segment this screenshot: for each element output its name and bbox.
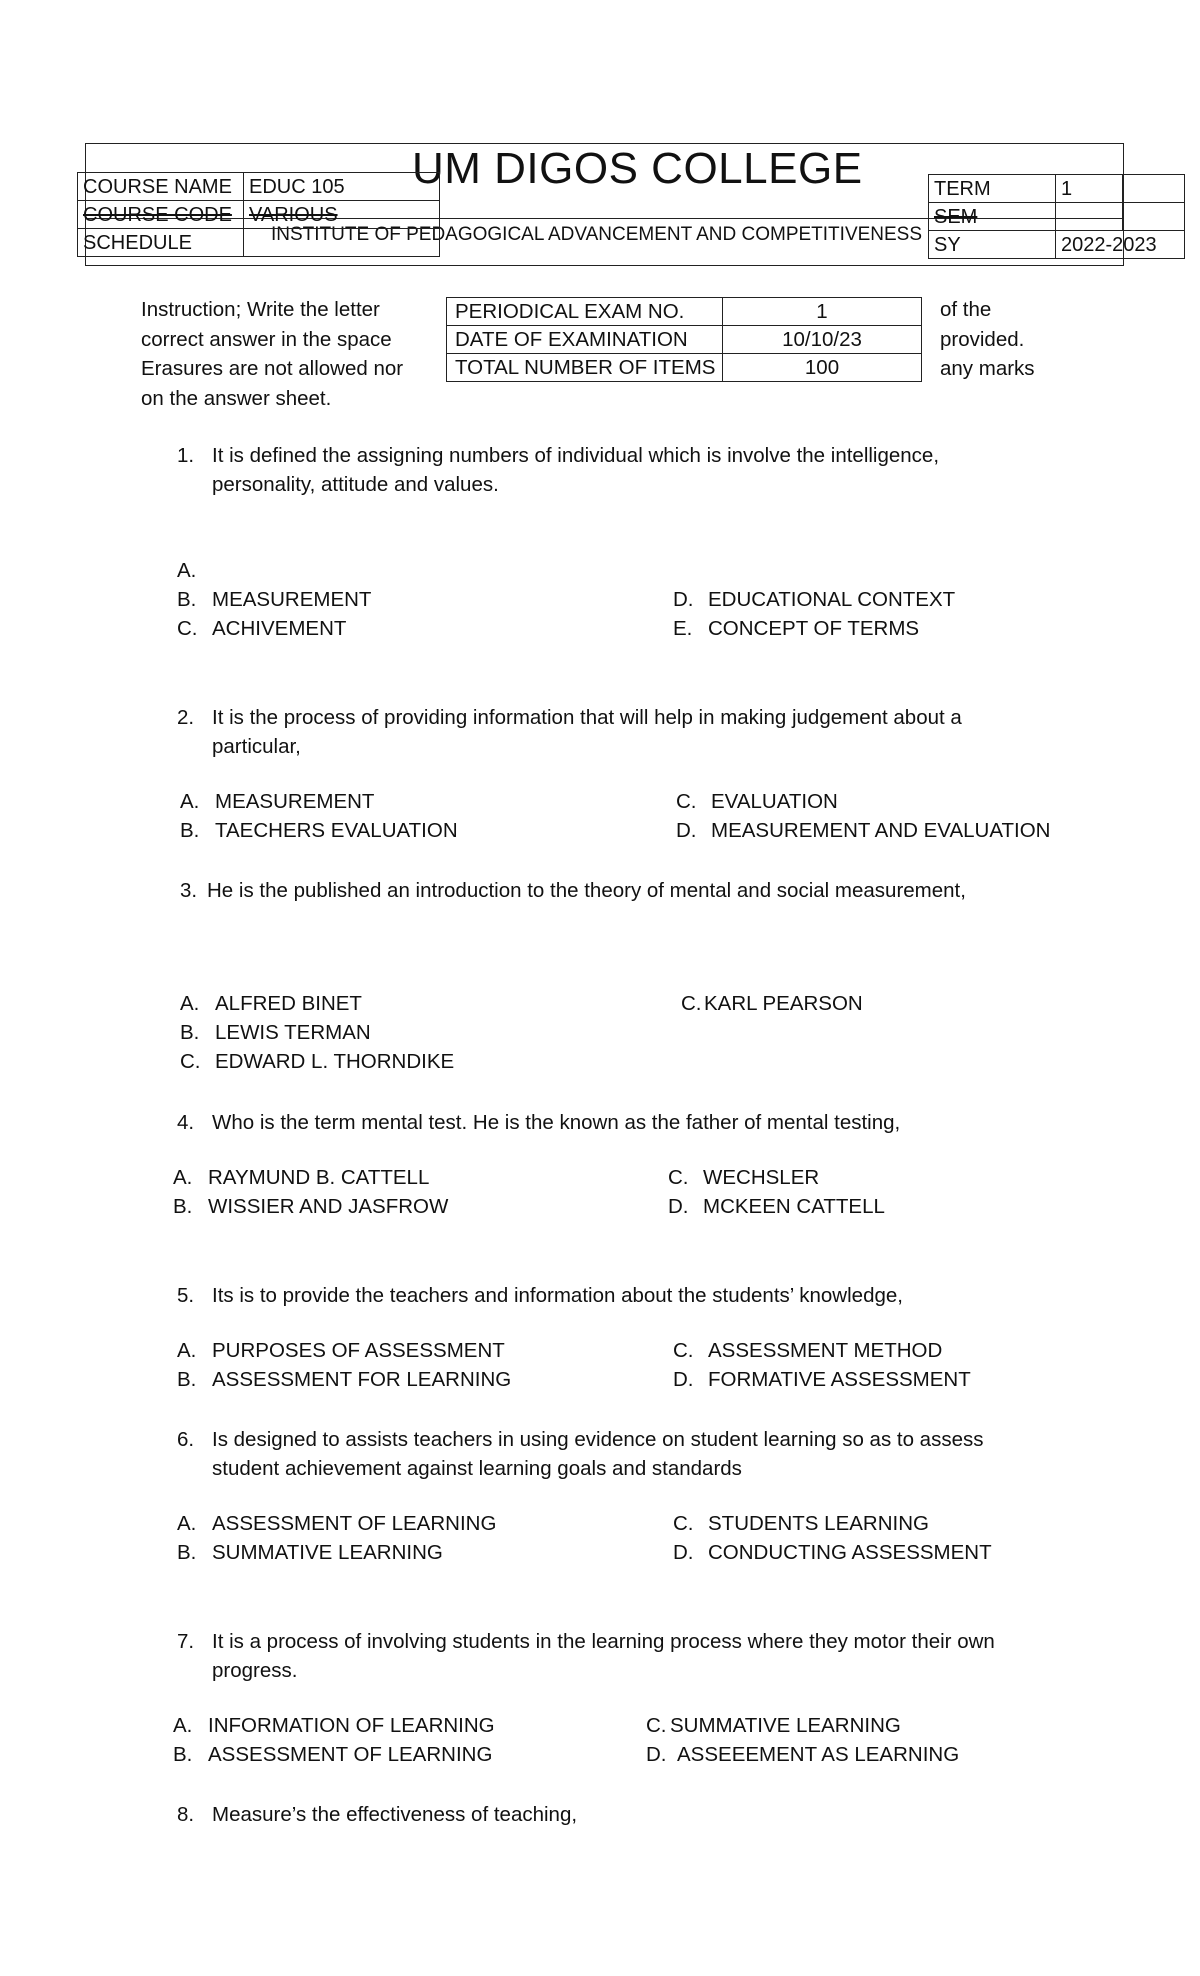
option-text: FORMATIVE ASSESSMENT bbox=[708, 1368, 971, 1391]
option-text: EVALUATION bbox=[711, 790, 838, 813]
option-letter: B. bbox=[177, 588, 197, 611]
question-line: It is a process of involving students in the learning process where they motor their own bbox=[212, 1630, 995, 1653]
items-value: 100 bbox=[723, 354, 922, 382]
option-letter: A. bbox=[180, 790, 200, 813]
question-text bbox=[212, 1627, 995, 1685]
question-line: Is designed to assists teachers in using evidence on student learning so as to assess bbox=[212, 1428, 984, 1451]
question-line: student achievement against learning goals and standards bbox=[212, 1457, 742, 1480]
option-text: KARL PEARSON bbox=[704, 992, 863, 1015]
option-letter: C. bbox=[646, 1714, 667, 1737]
option-text: TAECHERS EVALUATION bbox=[215, 819, 458, 842]
term-label: TERM bbox=[929, 175, 1056, 203]
option-text: WISSIER AND JASFROW bbox=[208, 1195, 449, 1218]
sem-value bbox=[1056, 203, 1123, 231]
question-text bbox=[212, 1108, 900, 1137]
instruction-line: of the bbox=[940, 298, 992, 321]
option-letter: C. bbox=[673, 1512, 694, 1535]
instruction-line: correct answer in the space bbox=[141, 327, 392, 351]
option-letter: A. bbox=[180, 992, 200, 1015]
instruction-line: provided. bbox=[940, 327, 1025, 351]
option-text: ASSESSMENT OF LEARNING bbox=[208, 1743, 493, 1766]
question-text bbox=[212, 1281, 903, 1310]
option-letter: B. bbox=[173, 1743, 193, 1766]
course-code-label: COURSE CODE bbox=[78, 201, 244, 229]
course-name-label: COURSE NAME bbox=[78, 173, 244, 201]
option-text: ACHIVEMENT bbox=[212, 617, 347, 640]
option-text: CONDUCTING ASSESSMENT bbox=[708, 1541, 992, 1564]
option-letter: A. bbox=[177, 559, 197, 582]
option-letter: D. bbox=[668, 1195, 689, 1218]
question-line: It is defined the assigning numbers of individual which is involve the intelligence, bbox=[212, 444, 940, 467]
sy-label: SY bbox=[929, 231, 1056, 259]
question-number: 8. bbox=[177, 1803, 195, 1826]
sem-label: SEM bbox=[929, 203, 1056, 231]
question-text bbox=[212, 1425, 983, 1483]
option-text: PURPOSES OF ASSESSMENT bbox=[212, 1339, 505, 1362]
option-letter: E. bbox=[673, 617, 693, 640]
option-letter: C. bbox=[673, 1339, 694, 1362]
option-letter: B. bbox=[177, 1368, 197, 1391]
question-number: 7. bbox=[177, 1630, 195, 1653]
option-text: INFORMATION OF LEARNING bbox=[208, 1714, 495, 1737]
option-text: MCKEEN CATTELL bbox=[703, 1195, 885, 1218]
option-text: RAYMUND B. CATTELL bbox=[208, 1166, 430, 1189]
option-letter: D. bbox=[676, 819, 697, 842]
option-letter: D. bbox=[673, 1368, 694, 1391]
question-number: 2. bbox=[177, 706, 195, 729]
option-letter: A. bbox=[177, 1512, 197, 1535]
question-line: It is the process of providing information that will help in making judgement about a bbox=[212, 706, 962, 729]
option-text: WECHSLER bbox=[703, 1166, 820, 1189]
question-text bbox=[207, 876, 966, 905]
question-text bbox=[212, 1800, 577, 1829]
course-info-table bbox=[77, 172, 440, 257]
schedule-row bbox=[78, 229, 440, 257]
college-name: UM DIGOS COLLEGE bbox=[412, 144, 863, 193]
instruction-line: Instruction; Write the letter bbox=[141, 298, 380, 321]
exam-info-table bbox=[446, 297, 922, 382]
option-text: ASSEEEMENT AS LEARNING bbox=[677, 1743, 960, 1766]
instruction-right bbox=[940, 295, 1035, 384]
question-line: progress. bbox=[212, 1659, 298, 1682]
option-letter: C. bbox=[180, 1050, 201, 1073]
option-letter: C. bbox=[668, 1166, 689, 1189]
term-extra bbox=[1123, 175, 1185, 203]
question-line: particular, bbox=[212, 735, 301, 758]
question-number: 5. bbox=[177, 1284, 195, 1307]
term-info-table bbox=[928, 174, 1185, 259]
sem-row bbox=[929, 203, 1185, 231]
option-text: MEASUREMENT bbox=[215, 790, 375, 813]
option-letter: B. bbox=[173, 1195, 193, 1218]
term-row bbox=[929, 175, 1185, 203]
instruction-line: Erasures are not allowed nor bbox=[141, 357, 404, 380]
option-text: ALFRED BINET bbox=[215, 992, 362, 1015]
option-letter: C. bbox=[681, 992, 702, 1015]
date-value: 10/10/23 bbox=[723, 326, 922, 354]
option-letter: A. bbox=[173, 1166, 193, 1189]
items-row bbox=[447, 354, 922, 382]
option-text: MEASUREMENT bbox=[212, 588, 372, 611]
option-letter: C. bbox=[177, 617, 198, 640]
term-value: 1 bbox=[1056, 175, 1123, 203]
items-label: TOTAL NUMBER OF ITEMS bbox=[447, 354, 723, 382]
sy-row bbox=[929, 231, 1185, 259]
option-letter: B. bbox=[180, 1021, 200, 1044]
question-number: 3. bbox=[180, 879, 198, 902]
option-text: LEWIS TERMAN bbox=[215, 1021, 371, 1044]
question-number: 1. bbox=[177, 444, 195, 467]
option-text: ASSESSMENT OF LEARNING bbox=[212, 1512, 497, 1535]
question-number: 4. bbox=[177, 1111, 195, 1134]
date-row bbox=[447, 326, 922, 354]
question-line: He is the published an introduction to the theory of mental and social measurement, bbox=[207, 879, 966, 902]
option-letter: B. bbox=[180, 819, 200, 842]
instruction-line: on the answer sheet. bbox=[141, 386, 332, 410]
question-text bbox=[212, 441, 939, 499]
option-text: CONCEPT OF TERMS bbox=[708, 617, 920, 640]
option-text: ASSESSMENT METHOD bbox=[708, 1339, 943, 1362]
question-line: personality, attitude and values. bbox=[212, 473, 499, 496]
option-letter: D. bbox=[673, 588, 694, 611]
question-line: Measure’s the effectiveness of teaching, bbox=[212, 1803, 578, 1826]
sy-value: 2022-2023 bbox=[1056, 231, 1185, 259]
instruction-line: any marks bbox=[940, 357, 1035, 380]
option-letter: D. bbox=[673, 1541, 694, 1564]
periodical-row bbox=[447, 298, 922, 326]
schedule-value bbox=[244, 229, 440, 257]
question-text bbox=[212, 703, 962, 761]
course-name-row bbox=[78, 173, 440, 201]
course-code-value: VARIOUS bbox=[244, 201, 440, 229]
option-letter: A. bbox=[177, 1339, 197, 1362]
option-text: EDWARD L. THORNDIKE bbox=[215, 1050, 455, 1073]
schedule-label: SCHEDULE bbox=[78, 229, 244, 257]
periodical-value: 1 bbox=[723, 298, 922, 326]
option-text: EDUCATIONAL CONTEXT bbox=[708, 588, 956, 611]
periodical-label: PERIODICAL EXAM NO. bbox=[447, 298, 723, 326]
option-letter: D. bbox=[646, 1743, 667, 1766]
option-text: STUDENTS LEARNING bbox=[708, 1512, 929, 1535]
option-text: SUMMATIVE LEARNING bbox=[670, 1714, 901, 1737]
question-number: 6. bbox=[177, 1428, 195, 1451]
option-text: ASSESSMENT FOR LEARNING bbox=[212, 1368, 512, 1391]
course-code-row bbox=[78, 201, 440, 229]
option-text: SUMMATIVE LEARNING bbox=[212, 1541, 443, 1564]
question-line: Its is to provide the teachers and information about the students’ knowledge, bbox=[212, 1284, 903, 1307]
option-letter: B. bbox=[177, 1541, 197, 1564]
course-name-value: EDUC 105 bbox=[244, 173, 440, 201]
option-letter: C. bbox=[676, 790, 697, 813]
instruction-left bbox=[141, 295, 403, 413]
date-label: DATE OF EXAMINATION bbox=[447, 326, 723, 354]
option-letter: A. bbox=[173, 1714, 193, 1737]
option-text: MEASUREMENT AND EVALUATION bbox=[711, 819, 1051, 842]
sem-extra bbox=[1123, 203, 1185, 231]
question-line: Who is the term mental test. He is the known as the father of mental testing, bbox=[212, 1111, 901, 1134]
institute-name: INSTITUTE OF PEDAGOGICAL ADVANCEMENT AND COMPETITIVENESS bbox=[271, 224, 923, 245]
